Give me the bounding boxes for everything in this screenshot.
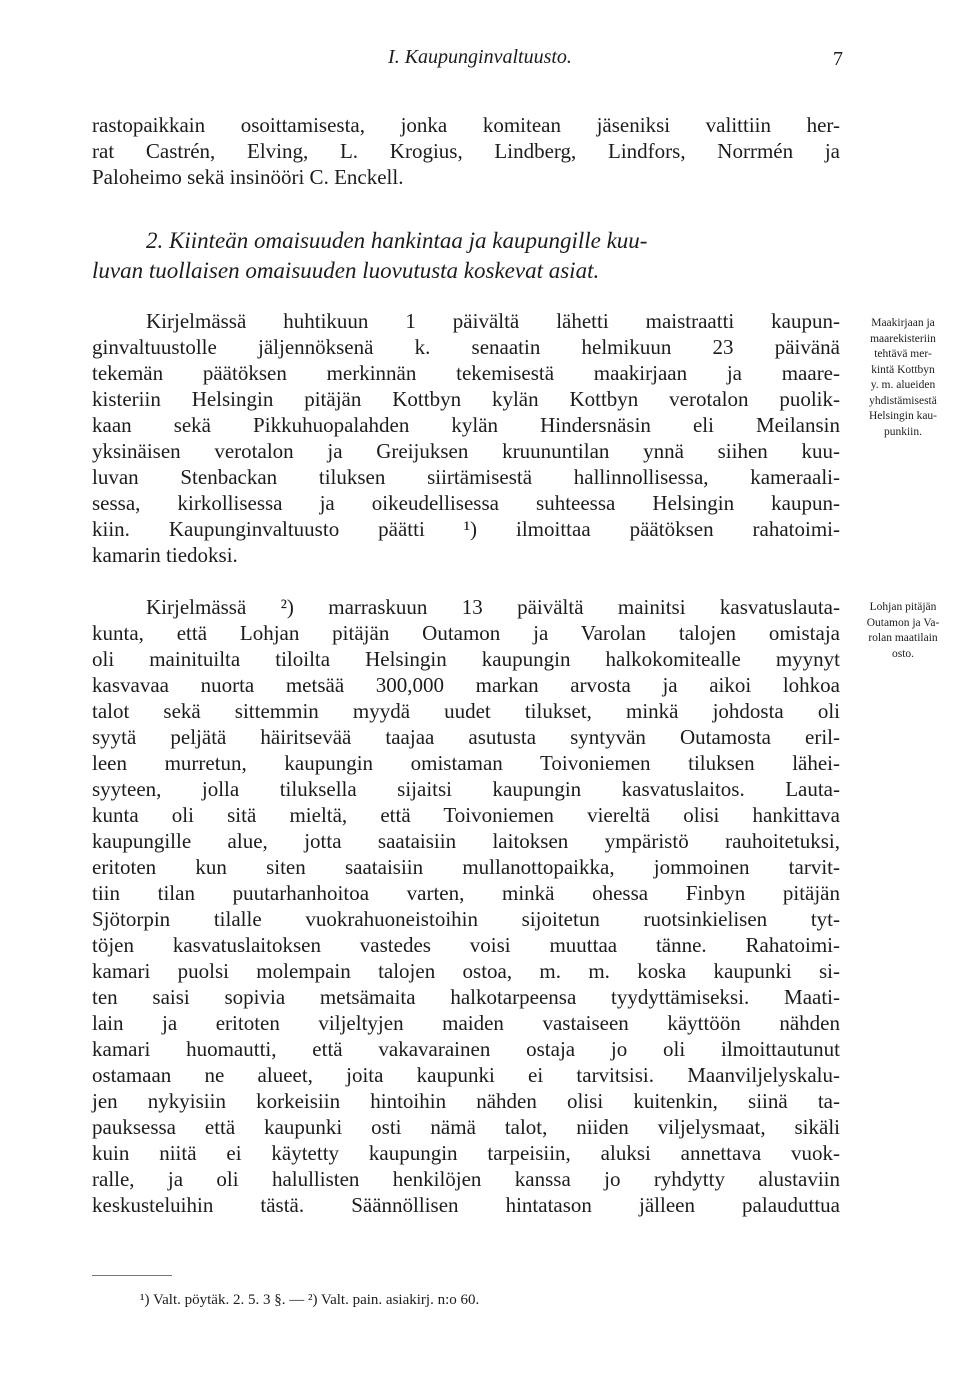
- text-line: rat Castrén, Elving, L. Krogius, Lindberg, Lindfors, Norrmén ja: [92, 139, 840, 163]
- text-line: kuin niitä ei käytetty kaupungin tarpeisiin, aluksi annettava vuok-: [92, 1141, 840, 1165]
- margin-note-line: maarekisteriin: [870, 332, 936, 345]
- margin-note-line: rolan maatilain: [868, 632, 938, 644]
- paragraph-outamo: [92, 594, 840, 1218]
- text-line: kasvavaa nuorta metsää 300,000 markan arvosta ja aikoi lohkoa: [92, 673, 840, 697]
- text-line: töjen kasvatuslaitoksen vastedes voisi muuttaa tänne. Rahatoimi-: [92, 933, 840, 957]
- text-line: syyteen, jolla tiluksella sijaitsi kaupungin kasvatuslaitos. Lauta-: [92, 777, 840, 801]
- margin-note-line: Lohjan pitäjän: [869, 601, 937, 613]
- margin-note-line: osto.: [891, 647, 915, 660]
- text-line: keskusteluihin tästä. Säännöllisen hintatason jälleen palauduttua: [92, 1193, 840, 1217]
- text-line: Kirjelmässä ²) marraskuun 13 päivältä mainitsi kasvatuslauta-: [146, 595, 840, 619]
- paragraph-kottby: [92, 308, 840, 568]
- text-line: ostamaan ne alueet, joita kaupunki ei tarvitsisi. Maanviljelyskalu-: [92, 1063, 840, 1087]
- text-line: kiin. Kaupunginvaltuusto päätti ¹) ilmoittaa päätöksen rahatoimi-: [92, 517, 840, 541]
- margin-note-line: yhdistämisestä: [869, 394, 937, 407]
- running-title: I. Kaupunginvaltuusto.: [388, 46, 572, 68]
- text-line: lain ja eritoten viljeltyjen maiden vastaiseen käyttöön nähden: [92, 1011, 840, 1035]
- text-line: kaan sekä Pikkuhuopalahden kylän Hindersnäsin eli Meilansin: [92, 413, 840, 437]
- text-line: tekemän päätöksen merkinnän tekemisestä maakirjaan ja maare-: [92, 361, 840, 385]
- margin-note-lohja: [846, 600, 960, 662]
- heading-line: luvan tuollaisen omaisuuden luovutusta koskevat asiat.: [92, 258, 600, 283]
- margin-note-line: kintä Kottbyn: [871, 363, 935, 376]
- text-line: sessa, kirkollisessa ja oikeudellisessa suhteessa Helsingin kaupun-: [92, 491, 840, 515]
- text-line: tiin tilan puutarhanhoitoa varten, minkä ohessa Finbyn pitäjän: [92, 881, 840, 905]
- text-line: luvan Stenbackan tiluksen siirtämisestä hallinnollisessa, kameraali-: [92, 465, 840, 489]
- heading-line: 2. Kiinteän omaisuuden hankintaa ja kaupungille kuu-: [146, 228, 648, 253]
- margin-note-line: Outamon ja Va-: [866, 616, 940, 629]
- text-line: kamari huomautti, että vakavarainen ostaja jo oli ilmoittautunut: [92, 1037, 840, 1061]
- text-line: pauksessa että kaupunki osti nämä talot, niiden viljelysmaat, sikäli: [92, 1115, 840, 1139]
- text-line: Kirjelmässä huhtikuun 1 päivältä lähetti maistraatti kaupun-: [146, 309, 840, 333]
- text-line: Paloheimo sekä insinööri C. Enckell.: [92, 165, 404, 189]
- page-number: 7: [833, 48, 843, 70]
- paragraph-continuation: [92, 112, 840, 190]
- section-heading: [92, 226, 840, 286]
- text-line: eritoten kun siten saataisiin mullanottopaikka, jommoinen tarvit-: [92, 855, 840, 879]
- text-line: kamari puolsi molempain talojen ostoa, m. m. koska kaupunki si-: [92, 959, 840, 983]
- text-line: leen murretun, kaupungin omistaman Toivoniemen tiluksen lähei-: [92, 751, 840, 775]
- text-line: kunta oli sitä mieltä, että Toivoniemen viereltä olisi hankittava: [92, 803, 840, 827]
- text-line: rastopaikkain osoittamisesta, jonka komitean jäseniksi valittiin her-: [92, 113, 840, 137]
- margin-note-line: Maakirjaan ja: [871, 317, 935, 329]
- margin-note-kottby: [846, 316, 960, 440]
- margin-note-line: y. m. alueiden: [870, 379, 936, 391]
- text-line: kisteriin Helsingin pitäjän Kottbyn kylän Kottbyn verotalon puolik-: [92, 387, 840, 411]
- margin-note-line: punkiin.: [883, 425, 922, 438]
- text-line: talot sekä sittemmin myydä uudet tilukset, minkä johdosta oli: [92, 699, 840, 723]
- margin-note-line: Helsingin kau-: [868, 410, 938, 422]
- footnote: ¹) Valt. pöytäk. 2. 5. 3 §. — ²) Valt. pain. asiakirj. n:o 60.: [140, 1292, 480, 1308]
- text-line: oli mainituilta tiloilta Helsingin kaupungin halkokomitealle myynyt: [92, 647, 840, 671]
- text-line: ten saisi sopivia metsämaita halkotarpeensa tyydyttämiseksi. Maati-: [92, 985, 840, 1009]
- text-line: ralle, ja oli halullisten henkilöjen kanssa jo ryhdytty alustaviin: [92, 1167, 840, 1191]
- text-line: kaupungille alue, jotta saataisiin laitoksen ympäristö rauhoitetuksi,: [92, 829, 840, 853]
- text-line: yksinäisen verotalon ja Greijuksen kruununtilan ynnä siihen kuu-: [92, 439, 840, 463]
- text-line: kamarin tiedoksi.: [92, 543, 238, 567]
- text-line: jen nykyisiin korkeisiin hintoihin nähden olisi kuitenkin, siinä ta-: [92, 1089, 840, 1113]
- text-line: syytä peljätä häiritsevää taajaa asutusta syntyvän Outamosta eril-: [92, 725, 840, 749]
- text-line: ginvaltuustolle jäljennöksenä k. senaatin helmikuun 23 päivänä: [92, 335, 840, 359]
- text-line: kunta, että Lohjan pitäjän Outamon ja Varolan talojen omistaja: [92, 621, 840, 645]
- text-line: Sjötorpin tilalle vuokrahuoneistoihin sijoitetun ruotsinkielisen tyt-: [92, 907, 840, 931]
- footnote-divider: [92, 1275, 172, 1276]
- margin-note-line: tehtävä mer-: [874, 348, 932, 360]
